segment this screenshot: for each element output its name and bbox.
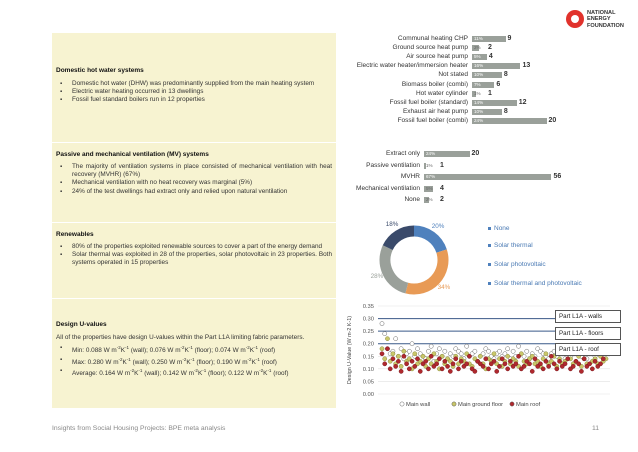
donut-value-label: 20%: [431, 222, 445, 230]
section-u-values: [52, 298, 336, 408]
bar-row: [336, 117, 618, 125]
bar-row: [336, 99, 618, 107]
scatter-point: [492, 352, 496, 356]
scatter-point: [440, 367, 444, 371]
scatter-point: [383, 357, 387, 361]
y-tick-label: 0.35: [362, 304, 374, 310]
bar-label: Electric water heater/immersion heater: [356, 62, 468, 70]
bar-label: Fossil fuel boiler (standard): [389, 98, 468, 106]
scatter-point: [492, 359, 496, 363]
legend-item: Solar thermal: [488, 242, 533, 249]
bar-percent-label: 2%: [426, 197, 433, 202]
y-tick-label: 0.15: [362, 354, 374, 361]
scatter-point: [410, 342, 414, 346]
footer-text: Insights from Social Housing Projects: BPE meta analysis: [52, 425, 226, 432]
section-renewables: [52, 222, 336, 298]
bar-row: [336, 44, 618, 52]
scatter-point: [448, 369, 452, 373]
bar-row: [336, 185, 618, 193]
scatter-point: [579, 369, 583, 373]
scatter-point: [582, 357, 586, 361]
scatter-point: [563, 362, 567, 366]
bar-value-label: 13: [522, 62, 531, 70]
bullet-item: ▪ Fossil fuel standard boilers run in 12 properties: [56, 96, 332, 104]
section-ventilation: [52, 142, 336, 222]
scatter-point: [544, 352, 548, 356]
bullet-item: ▪ Electric water heating occurred in 13 dwellings: [56, 88, 332, 96]
scatter-point: [598, 362, 602, 366]
bar-label: Mechanical ventilation: [356, 184, 420, 192]
logo-mark-icon: [566, 10, 584, 28]
scatter-point: [456, 367, 460, 371]
bullet-list: [56, 243, 332, 268]
scatter-point: [413, 364, 417, 368]
bar-value-label: 4: [488, 53, 493, 61]
scatter-point: [500, 357, 504, 361]
bar-label: Ground source heat pump: [392, 44, 468, 52]
scatter-point: [435, 362, 439, 366]
scatter-point: [486, 367, 490, 371]
scatter-point: [443, 349, 447, 353]
section-intro: All of the properties have design U-values within the Part L1A limiting fabric parameters.: [56, 334, 305, 341]
scatter-point: [527, 362, 531, 366]
bullet-item: ▪ 80% of the properties exploited renewable sources to cover a part of the energy demand: [56, 243, 332, 251]
scatter-point: [555, 367, 559, 371]
bar-percent-label: 1%: [474, 90, 481, 96]
scatter-point: [530, 369, 534, 373]
scatter-point: [445, 364, 449, 368]
scatter-point: [426, 367, 430, 371]
scatter-point: [549, 354, 553, 358]
bar-label: Air source heat pump: [406, 53, 468, 61]
scatter-point: [415, 357, 419, 361]
bullet-item: ▪ Domestic hot water (DHW) was predominantly supplied from the main heating system: [56, 80, 332, 88]
reference-key-item: Part L1A - roof: [555, 343, 621, 356]
bullet-list: [56, 344, 332, 378]
bar-row: [336, 108, 618, 116]
scatter-point: [404, 362, 408, 366]
scatter-point: [503, 362, 507, 366]
bar-percent-label: 11%: [474, 36, 483, 41]
bar-value-label: 2: [440, 196, 444, 203]
legend-item: Solar photovoltaic: [488, 261, 546, 268]
bar-percent-label: 10%: [474, 72, 484, 78]
bullet-item: ▪ Solar thermal was exploited in 28 of the properties, solar photovoltaic in 23 properties. Both systems operated in 15 properties: [56, 251, 332, 267]
reference-key-item: Part L1A - walls: [555, 310, 621, 323]
bar-row: [336, 81, 618, 89]
scatter-point: [473, 369, 477, 373]
scatter-point: [451, 362, 455, 366]
scatter-point: [459, 359, 463, 363]
scatter-point: [601, 357, 605, 361]
scatter-point: [593, 359, 597, 363]
scatter-point: [459, 352, 463, 356]
bar-label: MVHR: [400, 173, 420, 180]
bar-value-label: 56: [553, 173, 562, 180]
scatter-point: [391, 357, 395, 361]
u-value-min: ▪ Min: 0.088 W $m^{-2}K^{-1}$ (wall); 0.076 W $m^{-2}K^{-1}$ (floor); 0.074 W $m^{-2}K^{-1}$ (roof): [56, 344, 332, 355]
bar-value-label: 4: [440, 184, 444, 192]
donut-slice: [414, 231, 442, 251]
bullet-list: [56, 80, 332, 105]
scatter-point: [511, 349, 515, 353]
bar-label: Biomass boiler (combi): [401, 80, 468, 88]
scatter-point: [516, 344, 520, 348]
scatter-point: [402, 349, 406, 353]
scatter-point: [465, 362, 469, 366]
scatter-point: [588, 362, 592, 366]
legend-marker: [452, 402, 456, 406]
scatter-point: [410, 359, 414, 363]
bar-value-label: 1: [488, 89, 492, 97]
scatter-point: [467, 354, 471, 358]
legend-marker: [510, 402, 514, 406]
scatter-point: [429, 354, 433, 358]
scatter-point: [380, 347, 384, 351]
bar-percent-label: 14%: [474, 99, 484, 105]
legend-label: Main roof: [516, 402, 541, 408]
scatter-point: [486, 349, 490, 353]
y-axis-label: Design U-Value (W m-2 K-1): [347, 315, 353, 385]
bullet-item: ▪ The majority of ventilation systems in place consisted of mechanical ventilation with heat recovery (MVHR) (67%): [56, 163, 332, 179]
u-value-max: ▪ Max: 0.280 W $m^{-2}K^{-1}$ (wall); 0.250 W $m^{-2}K^{-1}$ (floor); 0.190 W $m^{-2}K^{-1}$ (roof): [56, 356, 332, 367]
scatter-point: [437, 347, 441, 351]
legend-label: Main wall: [406, 402, 431, 408]
scatter-point: [394, 364, 398, 368]
bar-row: [336, 35, 618, 43]
bar-label: Exhaust air heat pump: [402, 107, 468, 115]
bullet-list: [56, 163, 332, 196]
bar-label: Not stated: [438, 71, 468, 79]
scatter-point: [415, 347, 419, 351]
scatter-point: [407, 367, 411, 371]
donut-slice: [388, 231, 414, 248]
bar-percent-label: 5%: [426, 185, 433, 191]
bar-label: Extract only: [386, 150, 420, 157]
scatter-point: [552, 362, 556, 366]
scatter-point: [538, 362, 542, 366]
bullet-item: ▪ Mechanical ventilation with no heat recovery was marginal (5%): [56, 179, 332, 187]
scatter-point: [590, 367, 594, 371]
y-tick-label: 0.20: [362, 341, 374, 348]
scatter-point: [407, 349, 411, 353]
legend-item: Solar thermal and photovoltaic: [488, 280, 582, 287]
bar-label: Hot water cylinder: [415, 89, 468, 97]
scatter-point: [391, 352, 395, 356]
bar-percent-label: 24%: [426, 151, 436, 156]
section-dhw: [52, 32, 336, 142]
bar-percent-label: 10%: [474, 108, 484, 114]
donut-slice: [385, 248, 407, 288]
legend-label: Main ground floor: [458, 402, 504, 408]
scatter-point: [506, 367, 510, 371]
legend-marker: [400, 402, 404, 406]
bullet-item: ▪ 24% of the test dwellings had extract only and relied upon natural ventilation: [56, 188, 332, 196]
scatter-point: [497, 349, 501, 353]
scatter-point: [399, 369, 403, 373]
section-title: Passive and mechanical ventilation (MV) systems: [56, 151, 209, 158]
scatter-point: [424, 359, 428, 363]
bar-label: None: [404, 196, 420, 203]
scatter-point: [544, 359, 548, 363]
scatter-point: [508, 359, 512, 363]
section-title: Design U-values: [56, 321, 107, 328]
scatter-point: [484, 357, 488, 361]
scatter-point: [566, 357, 570, 361]
scatter-point: [396, 359, 400, 363]
bar-row: [336, 90, 618, 98]
scatter-point: [418, 369, 422, 373]
bar-value-label: 8: [503, 107, 508, 115]
scatter-point: [571, 364, 575, 368]
bar-row: [336, 173, 618, 181]
scatter-point: [443, 359, 447, 363]
bar-row: [336, 196, 618, 204]
legend-item: None: [488, 225, 510, 232]
scatter-point: [465, 344, 469, 348]
scatter-point: [497, 364, 501, 368]
scatter-point: [473, 349, 477, 353]
scatter-point: [506, 347, 510, 351]
scatter-point: [385, 337, 389, 341]
bar-value-label: 20: [548, 116, 557, 124]
scatter-point: [383, 362, 387, 366]
scatter-point: [388, 367, 392, 371]
scatter-point: [577, 362, 581, 366]
scatter-point: [547, 364, 551, 368]
bar-value-label: 2: [488, 44, 492, 52]
scatter-point: [557, 359, 561, 363]
section-title: Renewables: [56, 231, 94, 238]
bar-value-label: 1: [440, 161, 444, 169]
scatter-point: [454, 357, 458, 361]
bar-row: [336, 62, 618, 70]
scatter-point: [396, 354, 400, 358]
donut-value-label: 34%: [437, 284, 451, 292]
scatter-point: [383, 332, 387, 336]
bar-value-label: 12: [518, 98, 527, 106]
scatter-point: [429, 344, 433, 348]
bar-label: Communal heating CHP: [397, 35, 468, 42]
scatter-point: [522, 364, 526, 368]
scatter-point: [516, 354, 520, 358]
bar-percent-label: 2%: [474, 45, 481, 51]
bar-value-label: 9: [507, 35, 512, 42]
y-tick-label: 0.00: [362, 392, 374, 398]
page-number: 11: [592, 425, 600, 432]
scatter-point: [394, 337, 398, 341]
y-tick-label: 0.10: [362, 366, 374, 373]
scatter-point: [514, 362, 518, 366]
bar-label: Fossil fuel boiler (combi): [397, 116, 468, 124]
donut-value-label: 28%: [370, 273, 384, 281]
bar-row: [336, 71, 618, 79]
scatter-point: [380, 352, 384, 356]
scatter-point: [495, 369, 499, 373]
bar-value-label: 8: [503, 71, 508, 79]
bar: [424, 174, 551, 180]
y-tick-label: 0.05: [362, 379, 374, 386]
scatter-point: [533, 357, 537, 361]
bar-percent-label: 5%: [474, 54, 481, 60]
bar-row: [336, 150, 618, 158]
bar-row: [336, 53, 618, 61]
bar-percent-label: 7%: [474, 81, 481, 87]
scatter-point: [478, 354, 482, 358]
scatter-point: [525, 349, 529, 353]
scatter-point: [380, 322, 384, 326]
scatter-point: [413, 352, 417, 356]
scatter-point: [421, 354, 425, 358]
bar-value-label: 6: [496, 80, 501, 88]
scatter-point: [402, 354, 406, 358]
y-tick-label: 0.30: [362, 316, 374, 323]
bar-percent-label: 67%: [426, 174, 436, 179]
scatter-point: [437, 357, 441, 361]
bar-percent-label: 1%: [426, 162, 433, 168]
scatter-point: [399, 364, 403, 368]
bar-row: [336, 162, 618, 170]
scatter-point: [541, 367, 545, 371]
logo-text: NATIONAL ENERGY FOUNDATION: [587, 10, 624, 29]
scatter-point: [506, 354, 510, 358]
scatter-point: [385, 347, 389, 351]
y-tick-label: 0.25: [362, 329, 374, 336]
bar-percent-label: 16%: [474, 63, 484, 69]
bar-value-label: 20: [471, 150, 480, 157]
section-title: Domestic hot water systems: [56, 67, 144, 74]
donut-value-label: 18%: [385, 221, 399, 229]
scatter-point: [426, 349, 430, 353]
bar-label: Passive ventilation: [366, 161, 420, 169]
u-value-avg: ▪ Average: 0.164 W $m^{-2}K^{-1}$ (wall); 0.142 W $m^{-2}K^{-1}$ (floor); 0.122 W $m^{-2}K^{-1}$ (roof): [56, 367, 332, 378]
bar-percent-label: 24%: [474, 117, 484, 123]
reference-key-item: Part L1A - floors: [555, 327, 621, 340]
scatter-point: [481, 364, 485, 368]
